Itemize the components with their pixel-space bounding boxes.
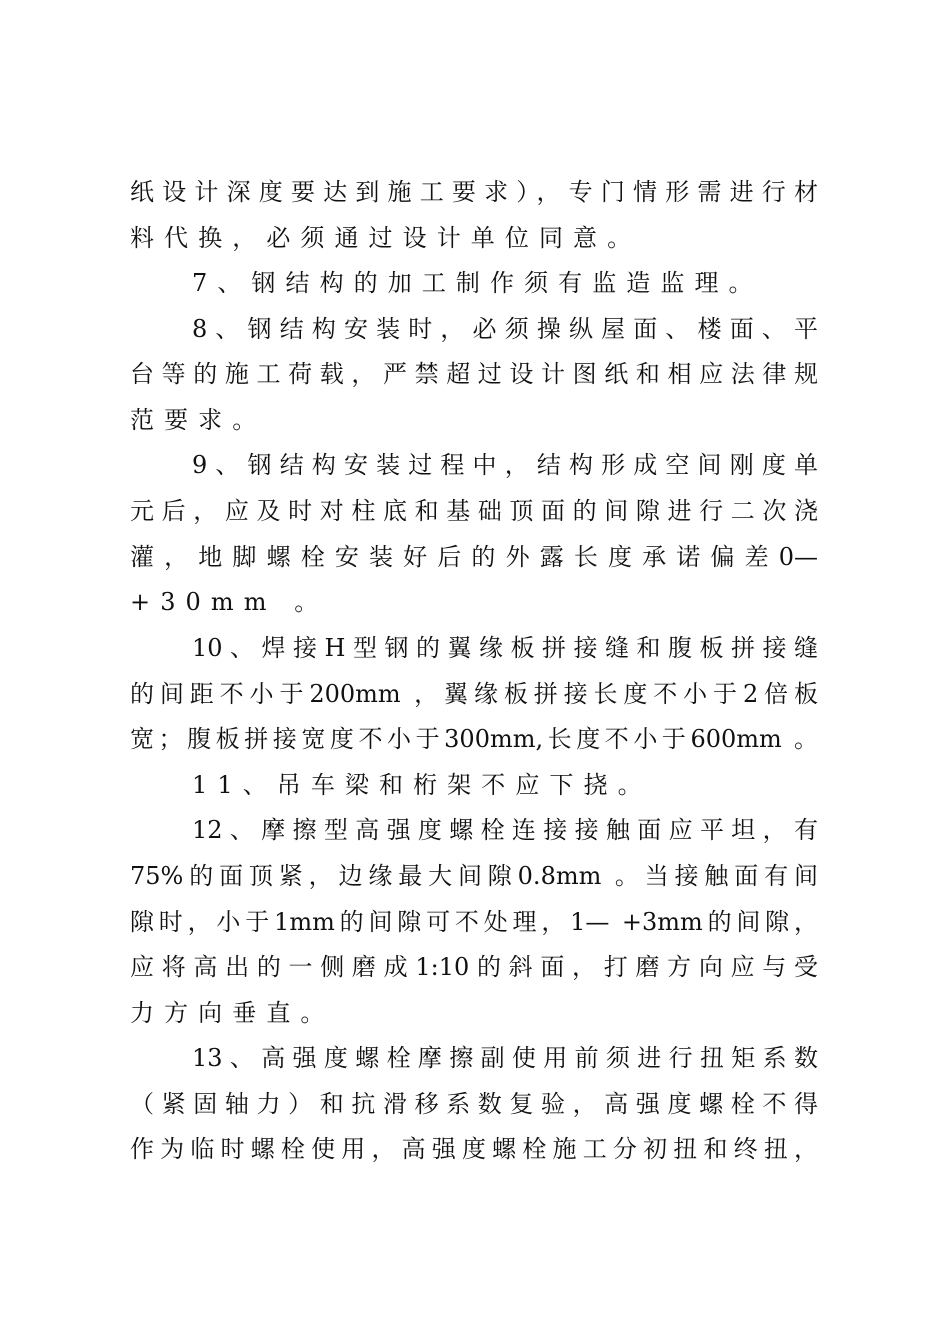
text-line: 台等的施工荷载，严禁超过设计图纸和相应法律规	[130, 360, 818, 388]
text-line: 13、高强度螺栓摩擦副使用前须进行扭矩系数	[192, 1044, 818, 1072]
text-line: 料代换，必须通过设计单位同意。	[130, 224, 642, 252]
text-line: 力方向垂直。	[130, 999, 335, 1027]
text-line: 元后，应及时对柱底和基础顶面的间隙进行二次浇	[130, 497, 818, 525]
text-line: 宽；腹板拼接宽度不小于300mm,长度不小于600mm 。	[130, 725, 818, 753]
text-line: 10、焊接H型钢的翼缘板拼接缝和腹板拼接缝	[192, 634, 818, 662]
text-line: 11、吊车梁和桁架不应下挠。	[192, 771, 652, 799]
text-line: 作为临时螺栓使用，高强度螺栓施工分初扭和终扭，	[130, 1135, 818, 1163]
text-line: 9、钢结构安装过程中，结构形成空间刚度单	[192, 451, 818, 479]
text-line: （紧固轴力）和抗滑移系数复验，高强度螺栓不得	[130, 1090, 818, 1118]
text-line: 纸设计深度要达到施工要求），专门情形需进行材	[130, 178, 818, 206]
text-line: 隙时，小于1mm的间隙可不处理，1— +3mm的间隙，	[130, 908, 818, 936]
text-line: 范要求。	[130, 406, 267, 434]
text-line: 75%的面顶紧，边缘最大间隙0.8mm 。当接触面有间	[130, 862, 818, 890]
text-line: +30mm 。	[130, 588, 329, 616]
text-line: 灌，地脚螺栓安装好后的外露长度承诺偏差0—	[130, 543, 818, 571]
text-line: 应将高出的一侧磨成1:10的斜面，打磨方向应与受	[130, 953, 818, 981]
text-line: 12、摩擦型高强度螺栓连接接触面应平坦，有	[192, 816, 818, 844]
text-line: 的间距不小于200mm ，翼缘板拼接长度不小于2倍板	[130, 680, 818, 708]
text-line: 8、钢结构安装时，必须操纵屋面、楼面、平	[192, 315, 818, 343]
text-line: 7、钢结构的加工制作须有监造监理。	[192, 269, 763, 297]
